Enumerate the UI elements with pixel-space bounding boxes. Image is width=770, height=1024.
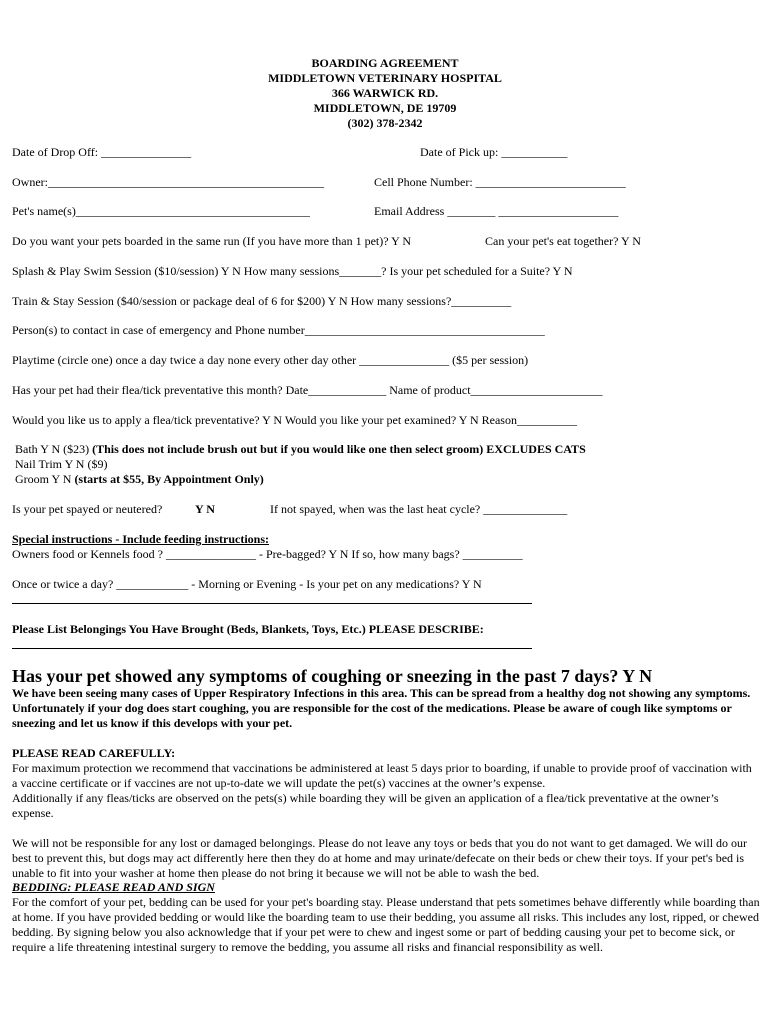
playtime-field[interactable]: Playtime (circle one) once a day twice a day none every other day other _______________ ($5 per session) bbox=[12, 353, 529, 367]
special-instructions-heading: Special instructions - Include feeding instructions: bbox=[12, 532, 270, 546]
flea-paragraph: Additionally if any fleas/ticks are observed on the pets(s) while boarding they will be given an application of a flea/tick preventative at the owner’s expense. bbox=[12, 791, 719, 820]
email-field[interactable]: Email Address ________ ____________________ bbox=[374, 204, 619, 218]
flea-apply-field[interactable]: Would you like us to apply a flea/tick preventative? Y N Would you like your pet examined? Y N Reason__________ bbox=[12, 413, 577, 427]
same-run-question[interactable]: Do you want your pets boarded in the same run (If you have more than 1 pet)? Y N bbox=[12, 234, 411, 248]
belongings-paragraph: We will not be responsible for any lost or damaged belongings. Please do not leave any toys or beds that you do not want to get damaged. We will do our best to prevent this, but dogs may act differently here then they do at home and may urinate/defecate on their beds or chew their toys. If your pet's bed is unable to fit into your washer at home then please do not bring it because we will not be able to wash the bed. bbox=[12, 836, 748, 880]
hospital-address: 366 WARWICK RD. bbox=[331, 86, 439, 100]
bath-row[interactable] bbox=[15, 442, 586, 456]
eat-together-question[interactable]: Can your pet's eat together? Y N bbox=[485, 234, 641, 248]
bedding-paragraph: For the comfort of your pet, bedding can be used for your pet's boarding stay. Please understand that pets sometimes behave differently while boarding than at home. If you have provided bedding or would like the boarding team to use their bedding, you assume all risks. This includes any lost, ripped, or chewed bedding. By signing below you also acknowledge that if your pet were to chew and ingest some or part of bedding causing your pet to become sick, or require a life threatening intestinal surgery to remove the bedding, you assume all risks and financial responsibility as well. bbox=[12, 895, 760, 954]
groom-note: (starts at $55, By Appointment Only) bbox=[74, 472, 264, 486]
bath-note: (This does not include brush out but if you would like one then select groom) EXCLUDES CATS bbox=[92, 442, 586, 456]
hospital-phone: (302) 378-2342 bbox=[347, 116, 423, 130]
flea-month-field[interactable]: Has your pet had their flea/tick preventative this month? Date_____________ Name of product______________________ bbox=[12, 383, 603, 397]
document-header bbox=[0, 56, 770, 131]
food-field[interactable]: Owners food or Kennels food ? _______________ - Pre-bagged? Y N If so, how many bags? __________ bbox=[12, 547, 523, 561]
groom-option[interactable]: Groom Y N bbox=[15, 472, 75, 486]
belongings-line[interactable] bbox=[12, 648, 532, 649]
heat-cycle-field[interactable]: If not spayed, when was the last heat cycle? ______________ bbox=[270, 502, 568, 516]
pets-names-field[interactable]: Pet's name(s)_______________________________________ bbox=[12, 204, 310, 218]
splash-session-field[interactable]: Splash & Play Swim Session ($10/session) Y N How many sessions_______? Is your pet scheduled for a Suite? Y N bbox=[12, 264, 573, 278]
bedding-heading: BEDDING: PLEASE READ AND SIGN bbox=[12, 880, 215, 894]
spayed-yes-no[interactable]: Y N bbox=[195, 502, 215, 516]
train-stay-field[interactable]: Train & Stay Session ($40/session or package deal of 6 for $200) Y N How many sessions?__________ bbox=[12, 294, 512, 308]
pick-up-field[interactable]: Date of Pick up: ___________ bbox=[420, 145, 568, 159]
drop-off-field[interactable]: Date of Drop Off: _______________ bbox=[12, 145, 192, 159]
form-title: BOARDING AGREEMENT bbox=[311, 56, 459, 70]
hospital-name: MIDDLETOWN VETERINARY HOSPITAL bbox=[268, 71, 502, 85]
hospital-city: MIDDLETOWN, DE 19709 bbox=[313, 101, 457, 115]
bath-option[interactable]: Bath Y N ($23) bbox=[15, 442, 93, 456]
owner-field[interactable]: Owner:______________________________________________ bbox=[12, 175, 324, 189]
blank-line[interactable] bbox=[12, 603, 532, 604]
read-carefully-heading: PLEASE READ CAREFULLY: bbox=[12, 746, 176, 760]
belongings-heading: Please List Belongings You Have Brought (Beds, Blankets, Toys, Etc.) PLEASE DESCRIBE: bbox=[12, 622, 484, 636]
spayed-question: Is your pet spayed or neutered? bbox=[12, 502, 163, 516]
emergency-contact-field[interactable]: Person(s) to contact in case of emergency and Phone number________________________________________ bbox=[12, 323, 545, 337]
symptoms-note: We have been seeing many cases of Upper Respiratory Infections in this area. This can be spread from a healthy dog not showing any symptoms. Unfortunately if your dog does start coughing, you are responsible for the cost of the medications. Please be aware of cough like symptoms or sneezing and let us know if this develops with your pet. bbox=[12, 686, 751, 730]
vaccination-paragraph: For maximum protection we recommend that vaccinations be administered at least 5 days prior to boarding, if unable to provide proof of vaccination with a vaccine certificate or if vaccines are not up-to-date we will update the pet(s) vaccines at the owner’s expense. bbox=[12, 761, 752, 790]
feeding-field[interactable]: Once or twice a day? ____________ - Morning or Evening - Is your pet on any medications? Y N bbox=[12, 577, 482, 591]
groom-row[interactable] bbox=[15, 472, 264, 486]
nail-trim-row[interactable]: Nail Trim Y N ($9) bbox=[15, 457, 108, 471]
symptoms-question[interactable]: Has your pet showed any symptoms of coughing or sneezing in the past 7 days? Y N bbox=[12, 666, 653, 686]
cell-phone-field[interactable]: Cell Phone Number: _________________________ bbox=[374, 175, 626, 189]
